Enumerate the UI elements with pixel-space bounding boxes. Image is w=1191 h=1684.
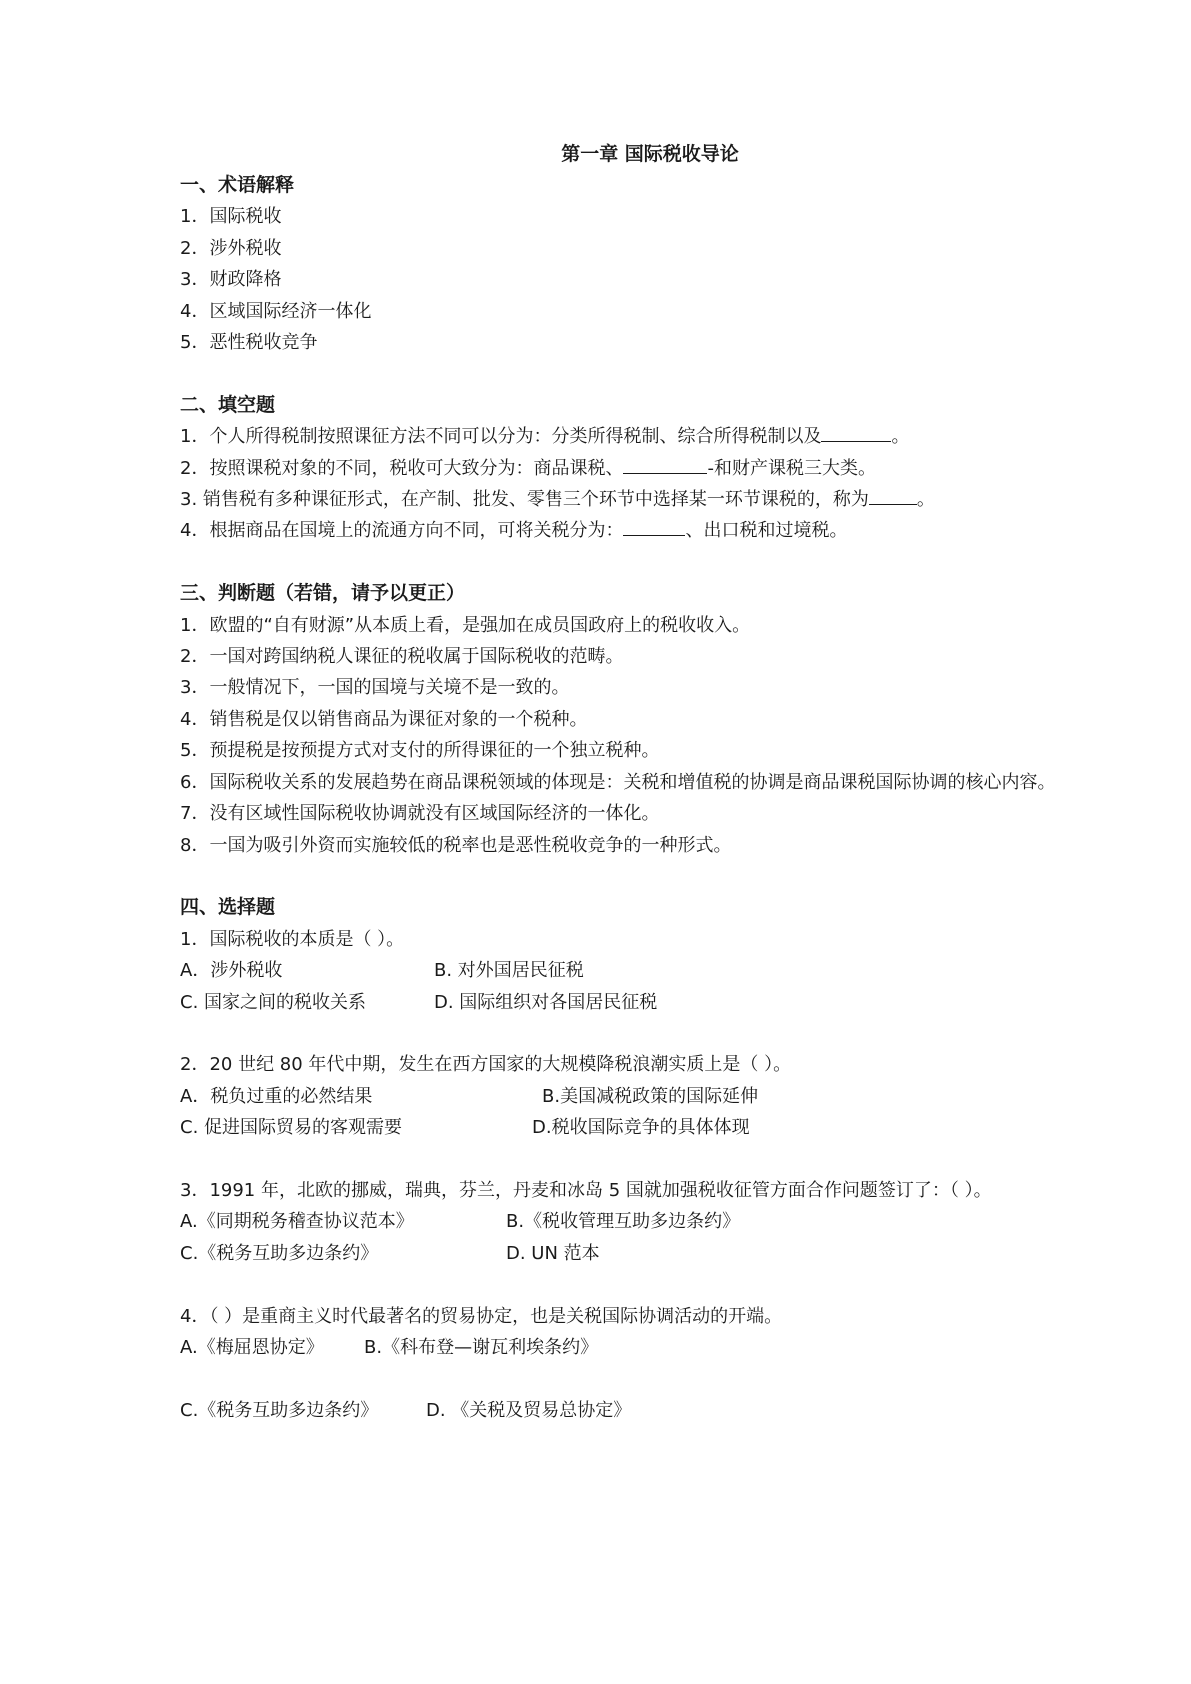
fill-blank	[623, 517, 685, 536]
fill-text-after: 。	[916, 489, 935, 511]
term-item: 3．财政降格	[180, 269, 282, 291]
judge-item: 3．一般情况下，一国的国境与关境不是一致的。	[180, 677, 570, 699]
option-d: D. UN 范本	[506, 1242, 600, 1264]
option-b: B.美国减税政策的国际延伸	[542, 1085, 759, 1107]
option-d: D.税收国际竞争的具体体现	[532, 1117, 750, 1139]
option-b: B.《科布登—谢瓦利埃条约》	[364, 1336, 599, 1358]
document	[180, 138, 1060, 1426]
term-item: 2．涉外税收	[180, 237, 282, 259]
option-row	[180, 1206, 1060, 1237]
option-row	[180, 955, 1060, 986]
option-row	[180, 1238, 1060, 1269]
fill-text-before: 3. 销售税有多种课征形式，在产制、批发、零售三个环节中选择某一环节课税的，称为	[180, 489, 869, 511]
section-heading-choice: 四、选择题	[180, 896, 276, 919]
question-stem: 1．国际税收的本质是（ ）。	[180, 928, 405, 950]
option-a: A.《同期税务稽查协议范本》	[180, 1211, 414, 1233]
option-d: D. 《关税及贸易总协定》	[426, 1399, 632, 1421]
option-a: A.《梅屈恩协定》	[180, 1336, 324, 1358]
fill-text-after: 、出口税和过境税。	[685, 520, 848, 542]
question-stem: 2．20 世纪 80 年代中期，发生在西方国家的大规模降税浪潮实质上是（ ）。	[180, 1054, 792, 1076]
fill-item	[180, 421, 1060, 452]
judge-item: 7．没有区域性国际税收协调就没有区域国际经济的一体化。	[180, 803, 660, 825]
judge-item: 4．销售税是仅以销售商品为课征对象的一个税种。	[180, 708, 588, 730]
judge-item: 1．欧盟的“自有财源”从本质上看，是强加在成员国政府上的税收收入。	[180, 614, 751, 636]
option-row	[180, 987, 1060, 1018]
term-item: 1．国际税收	[180, 206, 282, 228]
chapter-title: 第一章 国际税收导论	[561, 143, 739, 165]
option-row	[180, 1112, 1060, 1143]
judge-item: 2．一国对跨国纳税人课征的税收属于国际税收的范畴。	[180, 646, 624, 668]
option-c: C.《税务互助多边条约》	[180, 1242, 379, 1264]
option-c: C. 促进国际贸易的客观需要	[180, 1117, 403, 1139]
section-heading-judge: 三、判断题（若错，请予以更正）	[180, 582, 466, 605]
fill-item	[180, 515, 1060, 546]
question-stem: 3．1991 年，北欧的挪威，瑞典，芬兰，丹麦和冰岛 5 国就加强税收征管方面合作问题签订了：（ ）。	[180, 1179, 992, 1201]
term-item: 5．恶性税收竞争	[180, 332, 318, 354]
fill-text-before: 1．个人所得税制按照课征方法不同可以分为：分类所得税制、综合所得税制以及	[180, 426, 822, 448]
option-row	[180, 1332, 1060, 1363]
section-heading-terms: 一、术语解释	[180, 174, 295, 196]
option-b: B.《税收管理互助多边条约》	[506, 1211, 741, 1233]
option-row	[180, 1081, 1060, 1112]
option-c: C.《税务互助多边条约》	[180, 1399, 379, 1421]
question-stem: 4．（ ）是重商主义时代最著名的贸易协定，也是关税国际协调活动的开端。	[180, 1305, 783, 1327]
fill-blank	[869, 486, 917, 505]
fill-text-after: 。	[891, 426, 910, 448]
fill-item	[180, 453, 1060, 484]
judge-item: 5．预提税是按预提方式对支付的所得课征的一个独立税种。	[180, 740, 660, 762]
fill-text-before: 2．按照课税对象的不同，税收可大致分为：商品课税、	[180, 457, 624, 479]
fill-text-after: -和财产课税三大类。	[707, 457, 876, 479]
option-a: A．涉外税收	[180, 960, 283, 982]
fill-item	[180, 484, 1060, 515]
option-a: A．税负过重的必然结果	[180, 1085, 373, 1107]
term-item: 4．区域国际经济一体化	[180, 300, 372, 322]
fill-blank	[821, 423, 891, 442]
option-b: B. 对外国居民征税	[434, 960, 584, 982]
judge-item: 6．国际税收关系的发展趋势在商品课税领域的体现是：关税和增值税的协调是商品课税国际协调的核心内容。	[180, 771, 1056, 793]
fill-blank	[623, 455, 707, 474]
option-d: D. 国际组织对各国居民征税	[434, 991, 658, 1013]
section-heading-fill: 二、填空题	[180, 393, 276, 416]
fill-text-before: 4．根据商品在国境上的流通方向不同，可将关税分为：	[180, 520, 624, 542]
option-c: C. 国家之间的税收关系	[180, 991, 367, 1013]
judge-item: 8．一国为吸引外资而实施较低的税率也是恶性税收竞争的一种形式。	[180, 834, 732, 856]
option-row	[180, 1395, 1060, 1426]
